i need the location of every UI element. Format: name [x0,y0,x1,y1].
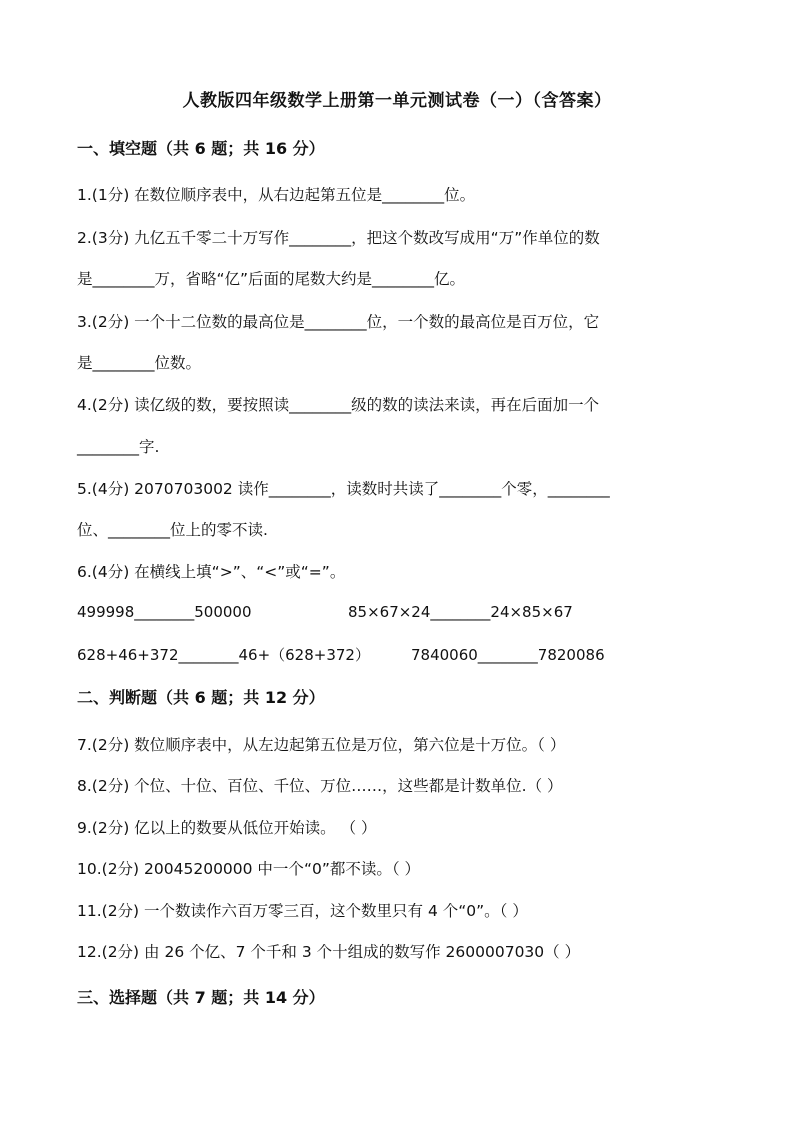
question-9: 9.(2分) 亿以上的数要从低位开始读。 （ ） [77,819,377,837]
question-4-line-1: 4.(2分) 读亿级的数，要按照读________级的数的读法来读，再在后面加一个 [77,396,600,414]
question-6: 6.(4分) 在横线上填“>”、“<”或“=”。 [77,563,346,581]
question-4-line-2: ________字. [77,438,160,456]
question-5-line-1: 5.(4分) 2070703002 读作________，读数时共读了________个零，________ [77,480,610,498]
question-2-line-1: 2.(3分) 九亿五千零二十万写作________，把这个数改写成用“万”作单位的数 [77,229,600,247]
question-3-line-1: 3.(2分) 一个十二位数的最高位是________位，一个数的最高位是百万位，它 [77,313,600,331]
question-12: 12.(2分) 由 26 个亿、7 个千和 3 个十组成的数写作 2600007030（ ） [77,943,581,961]
section-fill-in-heading: 一、填空题（共 6 题；共 16 分） [77,139,325,158]
section-judge-heading: 二、判断题（共 6 题；共 12 分） [77,688,325,707]
question-3-line-2: 是________位数。 [77,354,202,372]
question-8: 8.(2分) 个位、十位、百位、千位、万位……，这些都是计数单位.（ ） [77,777,563,795]
question-1: 1.(1分) 在数位顺序表中，从右边起第五位是________位。 [77,186,476,204]
question-5-line-2: 位、________位上的零不读. [77,521,268,539]
section-choice-heading: 三、选择题（共 7 题；共 14 分） [77,988,325,1007]
page-title: 人教版四年级数学上册第一单元测试卷（一）（含答案） [182,91,612,111]
compare-item-1: 499998________500000 [77,603,252,621]
compare-item-2: 85×67×24________24×85×67 [348,603,573,621]
compare-item-4: 7840060________7820086 [411,646,605,664]
question-10: 10.(2分) 20045200000 中一个“0”都不读。（ ） [77,860,421,878]
question-2-line-2: 是________万，省略“亿”后面的尾数大约是________亿。 [77,270,466,288]
question-7: 7.(2分) 数位顺序表中，从左边起第五位是万位，第六位是十万位。（ ） [77,736,566,754]
compare-item-3: 628+46+372________46+（628+372） [77,646,370,664]
question-11: 11.(2分) 一个数读作六百万零三百，这个数里只有 4 个“0”。（ ） [77,902,528,920]
